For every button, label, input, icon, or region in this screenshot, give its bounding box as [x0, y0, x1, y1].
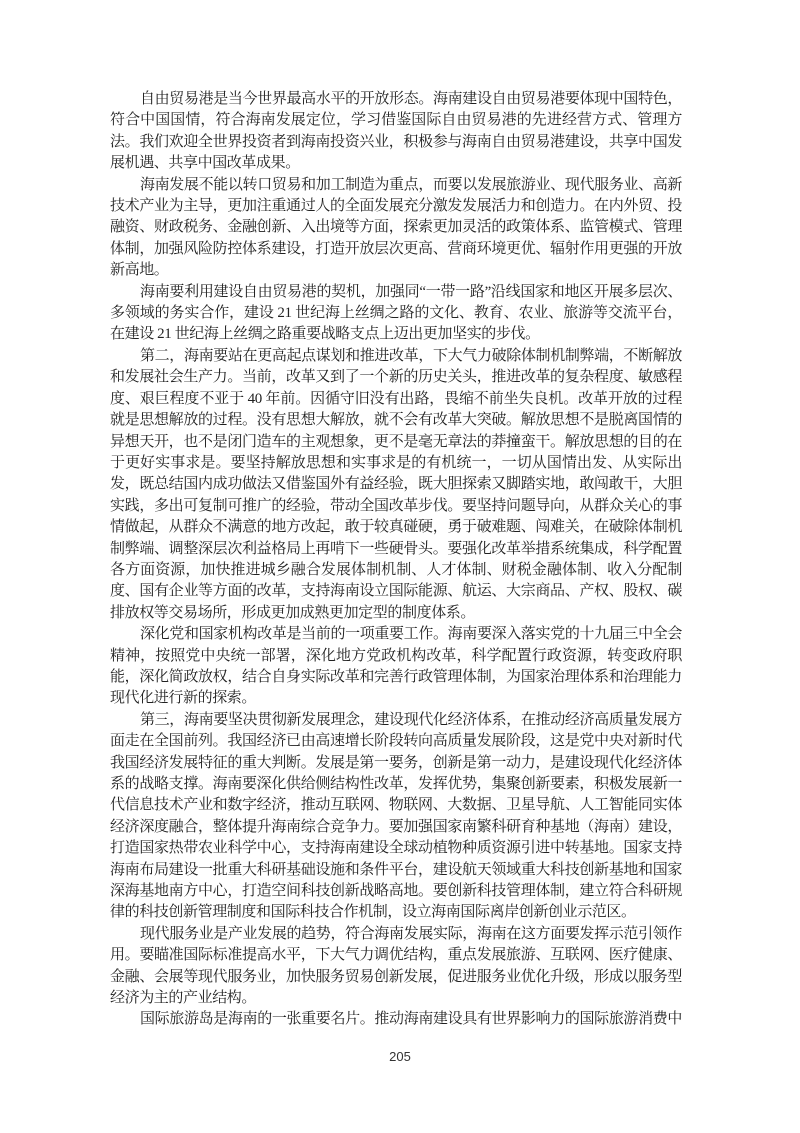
- body-text-block: [110, 89, 682, 1031]
- paragraph-2: 海南发展不能以转口贸易和加工制造为重点，而要以发展旅游业、现代服务业、高新技术产业为主导，更加注重通过人的全面发展充分激发发展活力和创造力。在内外贸、投融资、财政税务、金融创新、入出境等方面，探索更加灵活的政策体系、监管模式、管理体制，加强风险防控体系建设，打造开放层次更高、营商环境更优、辐射作用更强的开放新高地。: [110, 176, 682, 279]
- paragraph-4: 第二，海南要站在更高起点谋划和推进改革，下大气力破除体制机制弊端，不断解放和发展社会生产力。当前，改革又到了一个新的历史关头，推进改革的复杂程度、敏感程度、艰巨程度不亚于 40 年前。因循守旧没有出路，畏缩不前坐失良机。改革开放的过程就是思想解放的过程。没有思想大解放，就不会有改革大突破。解放思想不是脱离国情的异想天开，也不是闭门造车的主观想象，更不是毫无章法的莽撞蛮干。解放思想的目的在于更好实事求是。要坚持解放思想和实事求是的有机统一，一切从国情出发、从实际出发，既总结国内成功做法又借鉴国外有益经验，既大胆探索又脚踏实地，敢闯敢干，大胆实践，多出可复制可推广的经验，带动全国改革步伐。要坚持问题导向，从群众关心的事情做起，从群众不满意的地方改起，敢于较真碰硬，勇于破难题、闯难关，在破除体制机制弊端、调整深层次利益格局上再啃下一些硬骨头。要强化改革举措系统集成，科学配置各方面资源，加快推进城乡融合发展体制机制、人才体制、财税金融体制、收入分配制度、国有企业等方面的改革，支持海南设立国际能源、航运、大宗商品、产权、股权、碳排放权等交易场所，形成更加成熟更加定型的制度体系。: [110, 347, 682, 621]
- page-number: 205: [389, 1049, 411, 1064]
- paragraph-7: 现代服务业是产业发展的趋势，符合海南发展实际，海南在这方面要发挥示范引领作用。要瞄准国际标准提高水平，下大气力调优结构，重点发展旅游、互联网、医疗健康、金融、会展等现代服务业，加快服务贸易创新发展，促进服务业优化升级，形成以服务型经济为主的产业结构。: [110, 925, 682, 1007]
- paragraph-6: 第三，海南要坚决贯彻新发展理念，建设现代化经济体系，在推动经济高质量发展方面走在全国前列。我国经济已由高速增长阶段转向高质量发展阶段，这是党中央对新时代我国经济发展特征的重大判断。发展是第一要务，创新是第一动力，是建设现代化经济体系的战略支撑。海南要深化供给侧结构性改革，发挥优势，集聚创新要素，积极发展新一代信息技术产业和数字经济，推动互联网、物联网、大数据、卫星导航、人工智能同实体经济深度融合，整体提升海南综合竞争力。要加强国家南繁科研育种基地（海南）建设，打造国家热带农业科学中心，支持海南建设全球动植物种质资源引进中转基地。国家支持海南布局建设一批重大科研基础设施和条件平台，建设航天领域重大科技创新基地和国家深海基地南方中心，打造空间科技创新战略高地。要创新科技管理体制，建立符合科研规律的科技创新管理制度和国际科技合作机制，设立海南国际离岸创新创业示范区。: [110, 711, 682, 921]
- paragraph-8: 国际旅游岛是海南的一张重要名片。推动海南建设具有世界影响力的国际旅游消费中: [140, 1011, 682, 1028]
- paragraph-1: 自由贸易港是当今世界最高水平的开放形态。海南建设自由贸易港要体现中国特色，符合中国国情，符合海南发展定位，学习借鉴国际自由贸易港的先进经营方式、管理方法。我们欢迎全世界投资者到海南投资兴业，积极参与海南自由贸易港建设，共享中国发展机遇、共享中国改革成果。: [110, 91, 682, 172]
- paragraph-3: 海南要利用建设自由贸易港的契机，加强同“一带一路”沿线国家和地区开展多层次、多领域的务实合作，建设 21 世纪海上丝绸之路的文化、教育、农业、旅游等交流平台，在建设 21 世纪海上丝绸之路重要战略支点上迈出更加坚实的步伐。: [110, 283, 682, 343]
- paragraph-5: 深化党和国家机构改革是当前的一项重要工作。海南要深入落实党的十九届三中全会精神，按照党中央统一部署，深化地方党政机构改革，科学配置行政资源，转变政府职能，深化简政放权，结合自身实际改革和完善行政管理体制，为国家治理体系和治理能力现代化进行新的探索。: [110, 626, 682, 707]
